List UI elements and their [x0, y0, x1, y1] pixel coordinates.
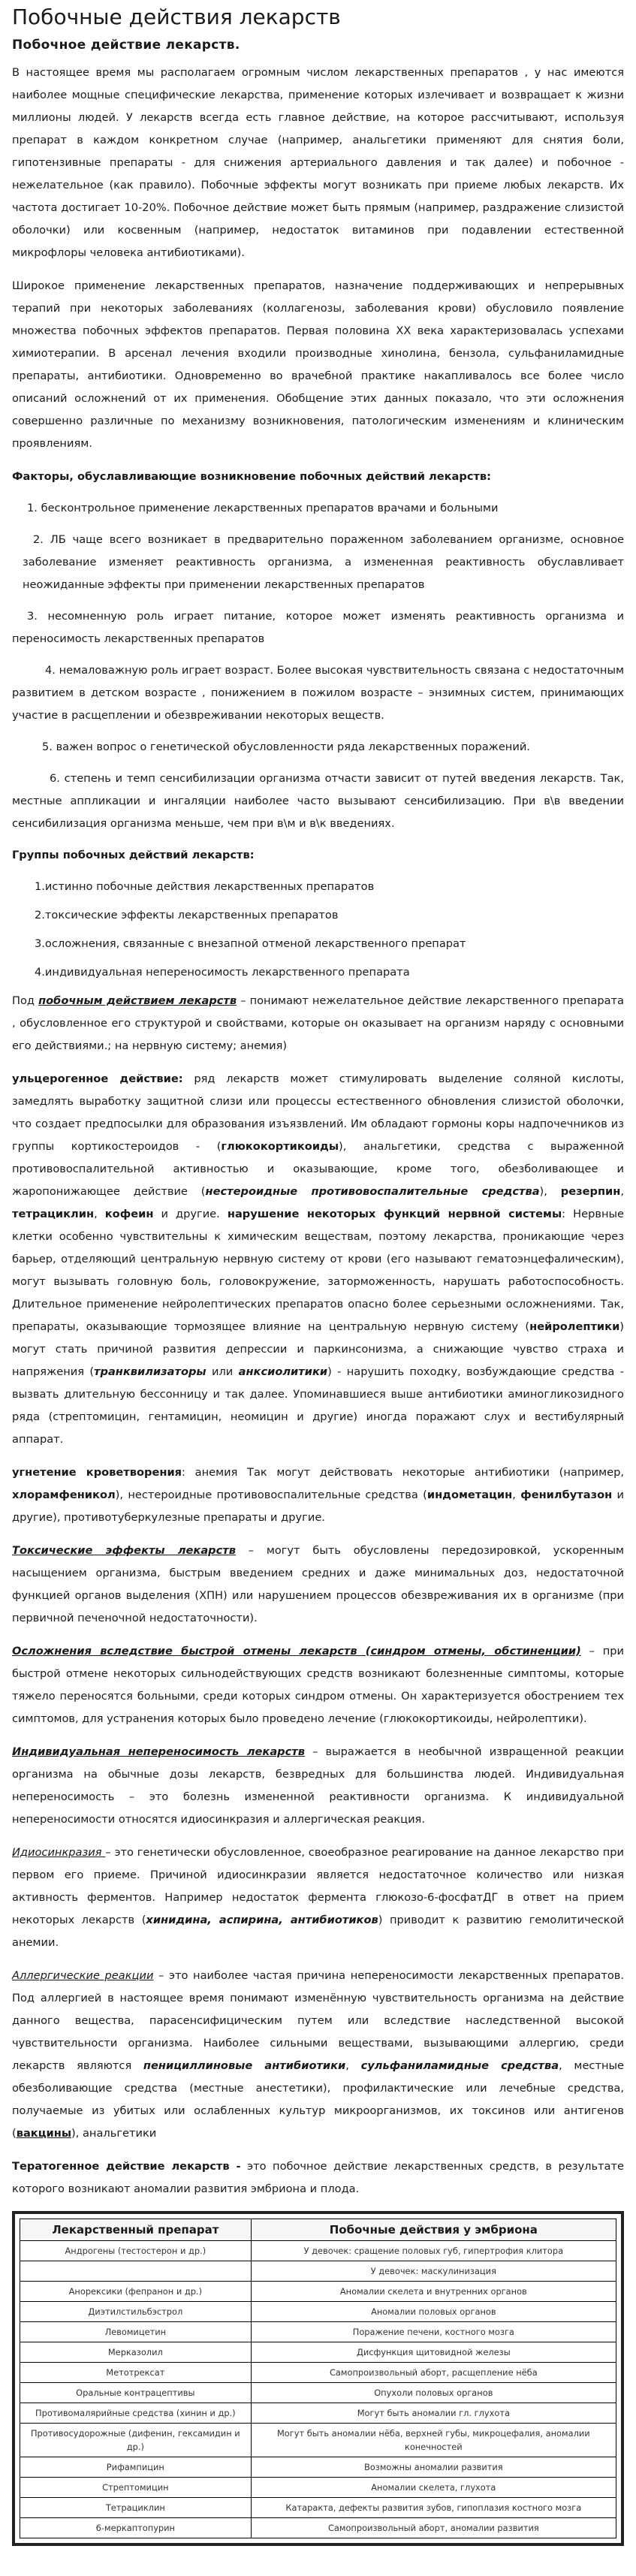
intolerance-paragraph: Индивидуальная непереносимость лекарств – выражается в необычной извращенной реакции организма на обычные дозы лекарств, безвредных для большинства людей. Индивидуальная непереносимость – это болезнь измененной реактивности организма. К индивидуальной непереносимости относятся идиосинкразия и аллергическая реакция.	[12, 1745, 624, 1826]
factor-item: 3. несомненную роль играет питание, которое может изменять реактивность организма и переносимость лекарственных препаратов	[12, 609, 624, 645]
table-row	[20, 2362, 616, 2382]
drug-cell: 6-меркаптопурин	[20, 2517, 252, 2538]
factor-item: 6. степень и темп сенсибилизации организма отчасти зависит от путей введения лекарств. Так, местные аппликации и ингаляции наиболее часто вызывают сенсибилизацию. При в\в введении сенсибилизация организма меньше, чем при в\м и в\к введениях.	[12, 771, 624, 830]
table-row	[20, 2261, 616, 2281]
group-item: 3.осложнения, связанные с внезапной отменой лекарственного препарат	[35, 937, 466, 950]
effect-cell: Катаракта, дефекты развития зубов, гипоплазия костного мозга	[251, 2497, 616, 2517]
group-item: 1.истинно побочные действия лекарственных препаратов	[35, 879, 375, 893]
drug-cell: Оральные контрацептивы	[20, 2382, 252, 2403]
effect-cell: Могут быть аномалии нёба, верхней губы, микроцефалия, аномалии конечностей	[251, 2423, 616, 2457]
blood-paragraph: угнетение кроветворения: анемия Так могут действовать некоторые антибиотики (например, хлорамфеникол), нестероидные противовоспалительные средства (индометацин, фенилбутазон и другие), противотуберкулезные препараты и другие.	[12, 1465, 625, 1524]
blood-term: угнетение кроветворения	[12, 1465, 182, 1479]
drug-cell: Анорексики (фепранон и др.)	[20, 2281, 252, 2301]
idiosyncrasy-term: Идиосинкразия	[12, 1845, 106, 1859]
effect-cell: Аномалии скелета и внутренних органов	[251, 2281, 616, 2301]
drug-cell: Тетрациклин	[20, 2497, 252, 2517]
table-row	[20, 2301, 616, 2321]
drug-cell: Левомицетин	[20, 2321, 252, 2342]
allergy-term: Аллергические реакции	[12, 1968, 154, 1982]
withdrawal-paragraph: Осложнения вследствие быстрой отмены лекарств (синдром отмены, обстиненции) – при быстрой отмене некоторых сильнодействующих средств возникают болезненные симптомы, которые тяжело переносятся больными, среди которых синдром отмены. Он характеризуется обострением тех симптомов, для устранения которых было проведено лечение (глюкокортикоиды, нейролептики).	[12, 1644, 624, 1725]
effect-cell: Аномалии половых органов	[251, 2301, 616, 2321]
intolerance-term: Индивидуальная непереносимость лекарств	[12, 1745, 305, 1758]
toxic-paragraph: Токсические эффекты лекарств – могут быть обусловлены передозировкой, ускоренным насыщением организма, быстрым введением средних и даже минимальных доз, недостаточной функцией органов выделения (ХПН) или нарушением процессов обезвреживания их в организме (при первичной печеночной недостаточности).	[12, 1543, 625, 1624]
drug-cell: Стрептомицин	[20, 2477, 252, 2497]
effect-cell: Дисфункция щитовидной железы	[251, 2342, 616, 2362]
table-header-row	[20, 2219, 616, 2240]
factors-heading: Факторы, обуславливающие возникновение побочных действий лекарств:	[12, 469, 492, 483]
section-subtitle: Побочное действие лекарств.	[12, 37, 240, 53]
effect-cell: Самопроизвольный аборт, расщепление нёба	[251, 2362, 616, 2382]
table-row	[20, 2457, 616, 2477]
drug-cell	[20, 2261, 252, 2281]
teratogenic-term: Тератогенное действие лекарств -	[12, 2159, 241, 2173]
drug-cell: Метотрексат	[20, 2362, 252, 2382]
intro-paragraph-2: Широкое применение лекарственных препаратов, назначение поддерживающих и непрерывных терапий при некоторых заболеваниях (коллагенозы, заболевания крови) обусловило появление множества побочных эффектов препаратов. Первая половина ХХ века характеризовалась успехами химиотерапии. В арсенал лечения входили производные хинолина, бензола, сульфаниламидные препараты, антибиотики. Одновременно во врачебной практике накапливалось все более число описаний осложнений от их применения. Обобщение этих данных показало, что эти осложнения совершенно различные по механизму возникновения, патологическим изменениям и клиническим проявлениям.	[12, 279, 624, 450]
factor-item: 5. важен вопрос о генетической обусловленности ряда лекарственных поражений.	[42, 740, 530, 753]
effect-cell: У девочек: маскулинизация	[251, 2261, 616, 2281]
table-row	[20, 2477, 616, 2497]
effect-cell: Опухоли половых органов	[251, 2382, 616, 2403]
effect-cell: Возможны аномалии развития	[251, 2457, 616, 2477]
column-header: Лекарственный препарат	[20, 2219, 252, 2240]
effect-cell: У девочек: сращение половых губ, гипертрофия клитора	[251, 2240, 616, 2261]
effect-cell: Самопроизвольный аборт, аномалии развития	[251, 2517, 616, 2538]
table-row	[20, 2403, 616, 2423]
table-row	[20, 2497, 616, 2517]
allergy-paragraph: Аллергические реакции – это наиболее частая причина непереносимости лекарственных препаратов. Под аллергией в настоящее время понимают изменённую чувствительность организма на действие данного вещества, парасенсифицическим путем или вследствие наследственной высокой чувствительности организма. Наиболее сильными веществами, вызывающими аллергию, среди лекарств являются пенициллиновые антибиотики, сульфаниламидные средства, местные обезболивающие средства (местные анестетики), профилактические или лечебные средства, получаемые из убитых или ослабленных культур микроорганизмов, их токсинов или антигенов (вакцины), анальгетики	[12, 1968, 624, 2140]
drug-cell: Рифампицин	[20, 2457, 252, 2477]
table-row	[20, 2342, 616, 2362]
intro-paragraph-1: В настоящее время мы располагаем огромным числом лекарственных препаратов , у нас имеются наиболее мощные специфические лекарства, применение которых излечивает и возвращает к жизни миллионы людей. У лекарств всегда есть главное действие, на которое рассчитывают, используя препарат в каждом конкретном случае (например, анальгетики применяют для снятия боли, гипотензивные препараты - для снижения артериального давления и так далее) и побочное - нежелательное (как правило). Побочные эффекты могут возникать при приеме любых лекарств. Их частота достигает 10-20%. Побочное действие может быть прямым (например, раздражение слизистой оболочки) или косвенным (например, недостаток витаминов при подавлении естественной микрофлоры человека антибиотиками).	[12, 65, 624, 259]
effect-cell: Аномалии скелета, глухота	[251, 2477, 616, 2497]
toxic-term: Токсические эффекты лекарств	[12, 1543, 236, 1557]
drug-cell: Мерказолил	[20, 2342, 252, 2362]
teratogenic-table	[12, 2211, 624, 2546]
table-row	[20, 2517, 616, 2538]
table-row	[20, 2281, 616, 2301]
side-effect-term: побочным действием лекарств	[38, 994, 237, 1007]
drug-cell: Противомалярийные средства (хинин и др.)	[20, 2403, 252, 2423]
withdrawal-term: Осложнения вследствие быстрой отмены лекарств (синдром отмены, обстиненции)	[12, 1644, 581, 1658]
table-row	[20, 2240, 616, 2261]
drug-cell: Андрогены (тестостерон и др.)	[20, 2240, 252, 2261]
group-item: 4.индивидуальная непереносимость лекарственного препарата	[35, 965, 410, 979]
teratogenic-paragraph: Тератогенное действие лекарств - это побочное действие лекарственных средств, в результате которого возникают аномалии развития эмбриона и плода.	[12, 2159, 624, 2195]
ulcer-paragraph: ульцерогенное действие: ряд лекарств может стимулировать выделение соляной кислоты, замедлять выработку защитной слизи или процессы естественного обновления слизистой оболочки, что создает предпосылки для образования изъязвлений. Им обладают гормоны коры надпочечников из группы кортикостероидов - (глюкокортикоиды), анальгетики, средства с выраженной противовоспалительной активностью и оказывающие, кроме того, обезболивающее и жаропонижающее действие (нестероидные противовоспалительные средства), резерпин, тетрациклин, кофеин и другие. нарушение некоторых функций нервной системы: Нервные клетки особенно чувствительны к химическим веществам, поэтому лекарства, проникающие через барьер, отделяющий центральную нервную систему от крови (его называют гематоэнцефалическим), могут вызывать головную боль, головокружение, заторможенность, нарушать работоспособность. Длительное применение нейролептических препаратов опасно более серьезными осложнениями. Так, препараты, оказывающие тормозящее влияние на центральную нервную систему (нейролептики) могут стать причиной развития депрессии и паркинсонизма, а снижающие чувство страха и напряжения (транквилизаторы или анксиолитики) - нарушить походку, возбуждающие средства - вызвать длительную бессонницу и так далее. Упоминавшиеся выше антибиотики аминогликозидного ряда (стрептомицин, гентамицин, неомицин и другие) иногда поражают слух и вестибулярный аппарат.	[12, 1072, 625, 1446]
group-item: 2.токсические эффекты лекарственных препаратов	[35, 908, 339, 922]
factor-item: 2. ЛБ чаще всего возникает в предварительно пораженном заболеванием организме, основное заболевание изменяет реактивность организма, а измененная реактивность обуславливает неожиданные эффекты при применении лекарственных препаратов	[23, 532, 624, 591]
effect-cell: Поражение печени, костного мозга	[251, 2321, 616, 2342]
effect-cell: Могут быть аномалии гл. глухота	[251, 2403, 616, 2423]
column-header: Побочные действия у эмбриона	[251, 2219, 616, 2240]
table-row	[20, 2321, 616, 2342]
groups-heading: Группы побочных действий лекарств:	[12, 848, 255, 861]
drug-cell: Противосудорожные (дифенин, гексамидин и др.)	[20, 2423, 252, 2457]
side-effect-definition: Под побочным действием лекарств – понимают нежелательное действие лекарственного препарата , обусловленное его структурой и свойствами, которые он оказывает на организм наряду с основными его действиями.; на нервную систему; анемия)	[12, 994, 624, 1052]
page-title: Побочные действия лекарств	[12, 5, 341, 29]
drug-cell: Диэтилстильбэстрол	[20, 2301, 252, 2321]
ulcer-term: ульцерогенное действие:	[12, 1072, 183, 1085]
table-row	[20, 2382, 616, 2403]
factor-item: 1. бесконтрольное применение лекарственных препаратов врачами и больными	[27, 501, 499, 514]
idiosyncrasy-paragraph: Идиосинкразия – это генетически обусловленное, своеобразное реагирование на данное лекарство при первом его приеме. Причиной идиосинкразии является недостаточное количество или низкая активность ферментов. Например недостаток фермента глюкозо-6-фосфатДГ в ответ на прием некоторых лекарств (хинидина, аспирина, антибиотиков) приводит к развитию гемолитической анемии.	[12, 1845, 625, 1949]
table-row	[20, 2423, 616, 2457]
factor-item: 4. немаловажную роль играет возраст. Более высокая чувствительность связана с недостаточным развитием в детском возрасте , понижением в пожилом возрасте – энзимных систем, принимающих участие в расщеплении и обезвреживании некоторых веществ.	[12, 663, 624, 722]
